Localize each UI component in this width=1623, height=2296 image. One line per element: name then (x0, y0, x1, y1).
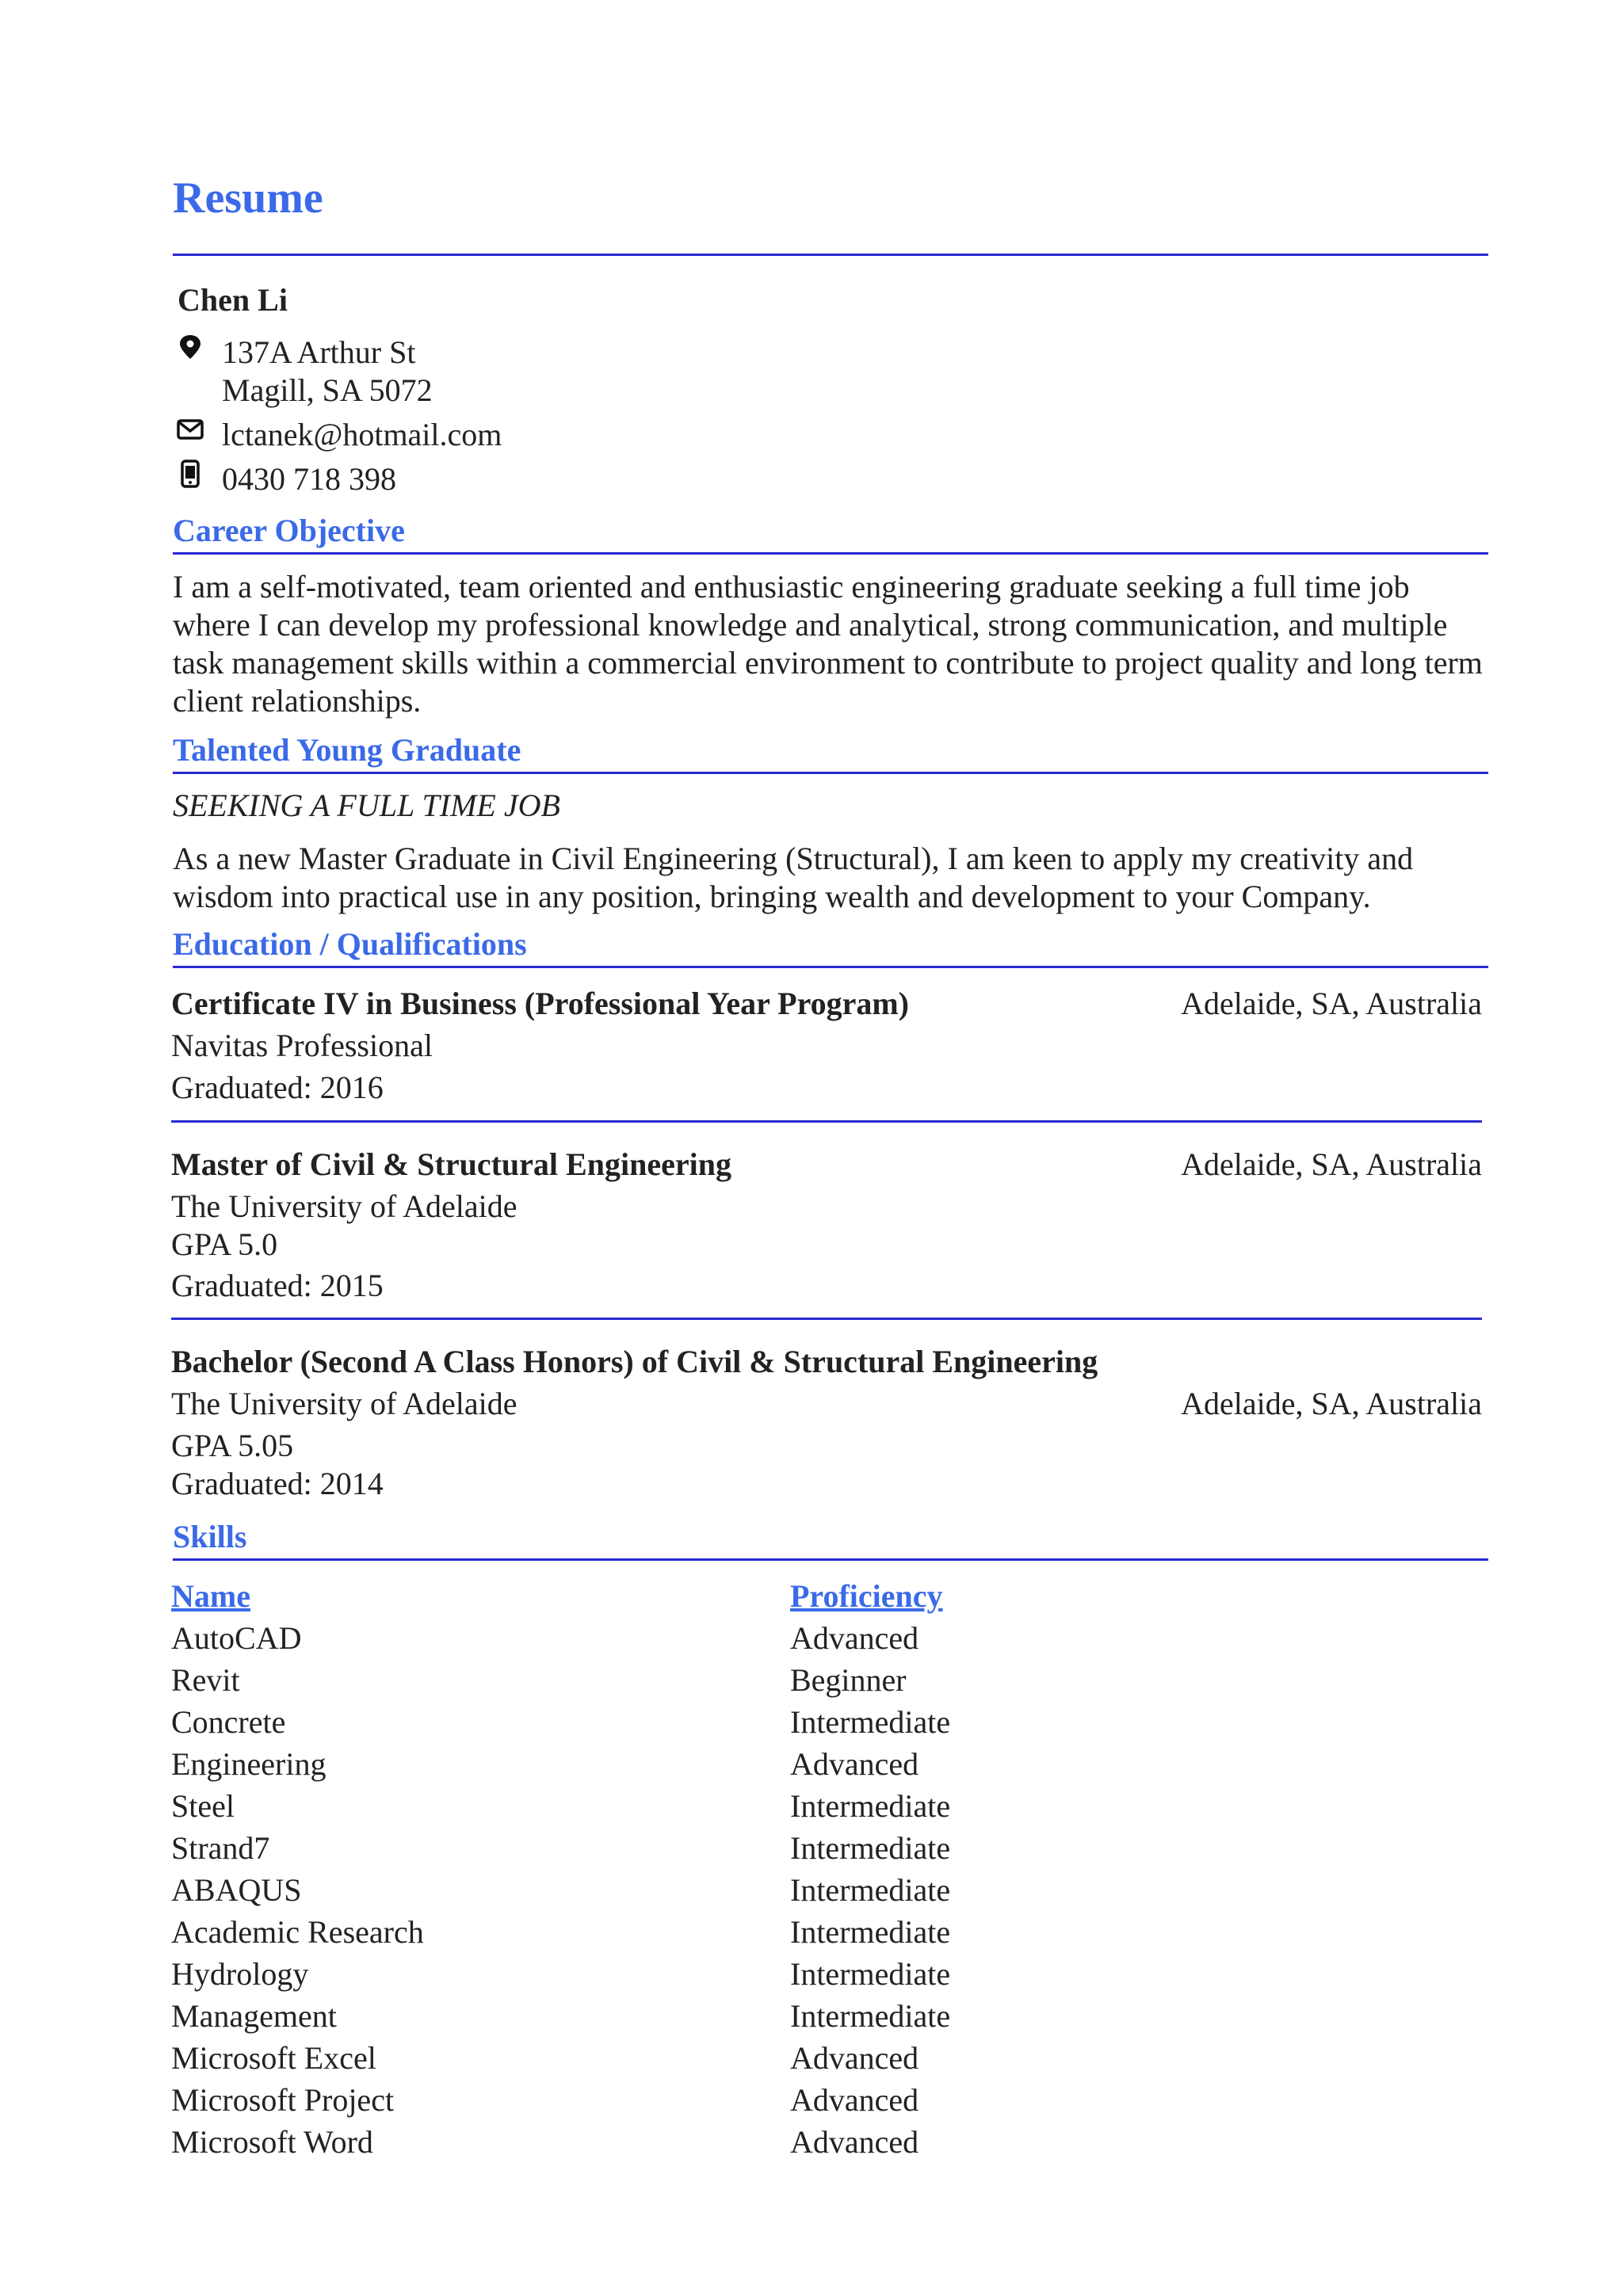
talented-graduate-text: As a new Master Graduate in Civil Engineering (Structural), I am keen to apply my creativity and wisdom into practical use in any position, bringing wealth and development to your Company. (173, 841, 1414, 914)
education-gpa: GPA 5.0 (171, 1226, 278, 1262)
skill-name: Steel (171, 1788, 235, 1824)
skills-divider (173, 1558, 1488, 1561)
education-item-divider (171, 1120, 1482, 1123)
title-divider (173, 254, 1488, 256)
education-location: Adelaide, SA, Australia (1181, 1386, 1482, 1421)
skill-level: Intermediate (790, 1956, 951, 1992)
career-objective-heading: Career Objective (173, 513, 405, 548)
education-degree: Master of Civil & Structural Engineering (171, 1146, 731, 1182)
education-gpa: GPA 5.05 (171, 1428, 294, 1463)
skill-name: Microsoft Project (171, 2082, 395, 2118)
skill-name: Microsoft Word (171, 2124, 373, 2160)
skill-name: AutoCAD (171, 1620, 302, 1656)
education-graduated: Graduated: 2015 (171, 1268, 384, 1303)
career-objective-divider (173, 552, 1488, 555)
location-pin-icon (176, 333, 204, 361)
skill-level: Advanced (790, 2124, 919, 2160)
skill-name: ABAQUS (171, 1872, 302, 1908)
candidate-name: Chen Li (178, 282, 288, 318)
skill-level: Beginner (790, 1662, 907, 1698)
skill-level: Intermediate (790, 1998, 951, 2034)
education-divider (173, 966, 1488, 968)
skill-level: Intermediate (790, 1830, 951, 1866)
envelope-icon (176, 415, 204, 444)
education-institution: Navitas Professional (171, 1028, 433, 1063)
skill-name: Strand7 (171, 1830, 270, 1866)
skill-level: Intermediate (790, 1788, 951, 1824)
skill-name: Academic Research (171, 1914, 424, 1950)
email-link[interactable]: lctanek@hotmail.com (222, 417, 502, 452)
education-item-divider (171, 1318, 1482, 1320)
skill-name: Microsoft Excel (171, 2040, 376, 2076)
skill-level: Advanced (790, 2082, 919, 2118)
education-location: Adelaide, SA, Australia (1181, 986, 1482, 1021)
career-objective-text: I am a self-motivated, team oriented and enthusiastic engineering graduate seeking a full time job where I can develop my professional knowledge and analytical, strong communication, and multiple task management skills within a commercial environment to contribute to project quality and long term client relationships. (173, 569, 1483, 719)
education-location: Adelaide, SA, Australia (1181, 1146, 1482, 1182)
talented-graduate-subtitle: SEEKING A FULL TIME JOB (173, 788, 560, 823)
skill-level: Advanced (790, 2040, 919, 2076)
skill-name: Concrete (171, 1704, 286, 1740)
skill-name: Management (171, 1998, 337, 2034)
education-graduated: Graduated: 2016 (171, 1070, 384, 1105)
skill-name: Revit (171, 1662, 240, 1698)
skills-column-name-header[interactable]: Name (171, 1578, 250, 1614)
address-line-1: 137A Arthur St (222, 334, 416, 370)
skill-level: Advanced (790, 1620, 919, 1656)
talented-graduate-divider (173, 772, 1488, 774)
education-degree: Certificate IV in Business (Professional Year Program) (171, 986, 909, 1021)
skill-name: Engineering (171, 1746, 327, 1782)
skill-level: Intermediate (790, 1872, 951, 1908)
address-line-2: Magill, SA 5072 (222, 372, 433, 408)
skill-level: Intermediate (790, 1914, 951, 1950)
skills-heading: Skills (173, 1519, 247, 1554)
education-graduated: Graduated: 2014 (171, 1466, 384, 1501)
talented-graduate-heading: Talented Young Graduate (173, 732, 521, 768)
education-institution: The University of Adelaide (171, 1386, 517, 1421)
skill-level: Intermediate (790, 1704, 951, 1740)
skills-column-proficiency-header[interactable]: Proficiency (790, 1578, 943, 1614)
skill-level: Advanced (790, 1746, 919, 1782)
page-title: Resume (173, 174, 323, 223)
education-institution: The University of Adelaide (171, 1188, 517, 1224)
phone-number[interactable]: 0430 718 398 (222, 461, 396, 497)
mobile-phone-icon (176, 460, 204, 488)
education-degree: Bachelor (Second A Class Honors) of Civil & Structural Engineering (171, 1344, 1098, 1379)
education-heading: Education / Qualifications (173, 926, 527, 962)
skill-name: Hydrology (171, 1956, 309, 1992)
